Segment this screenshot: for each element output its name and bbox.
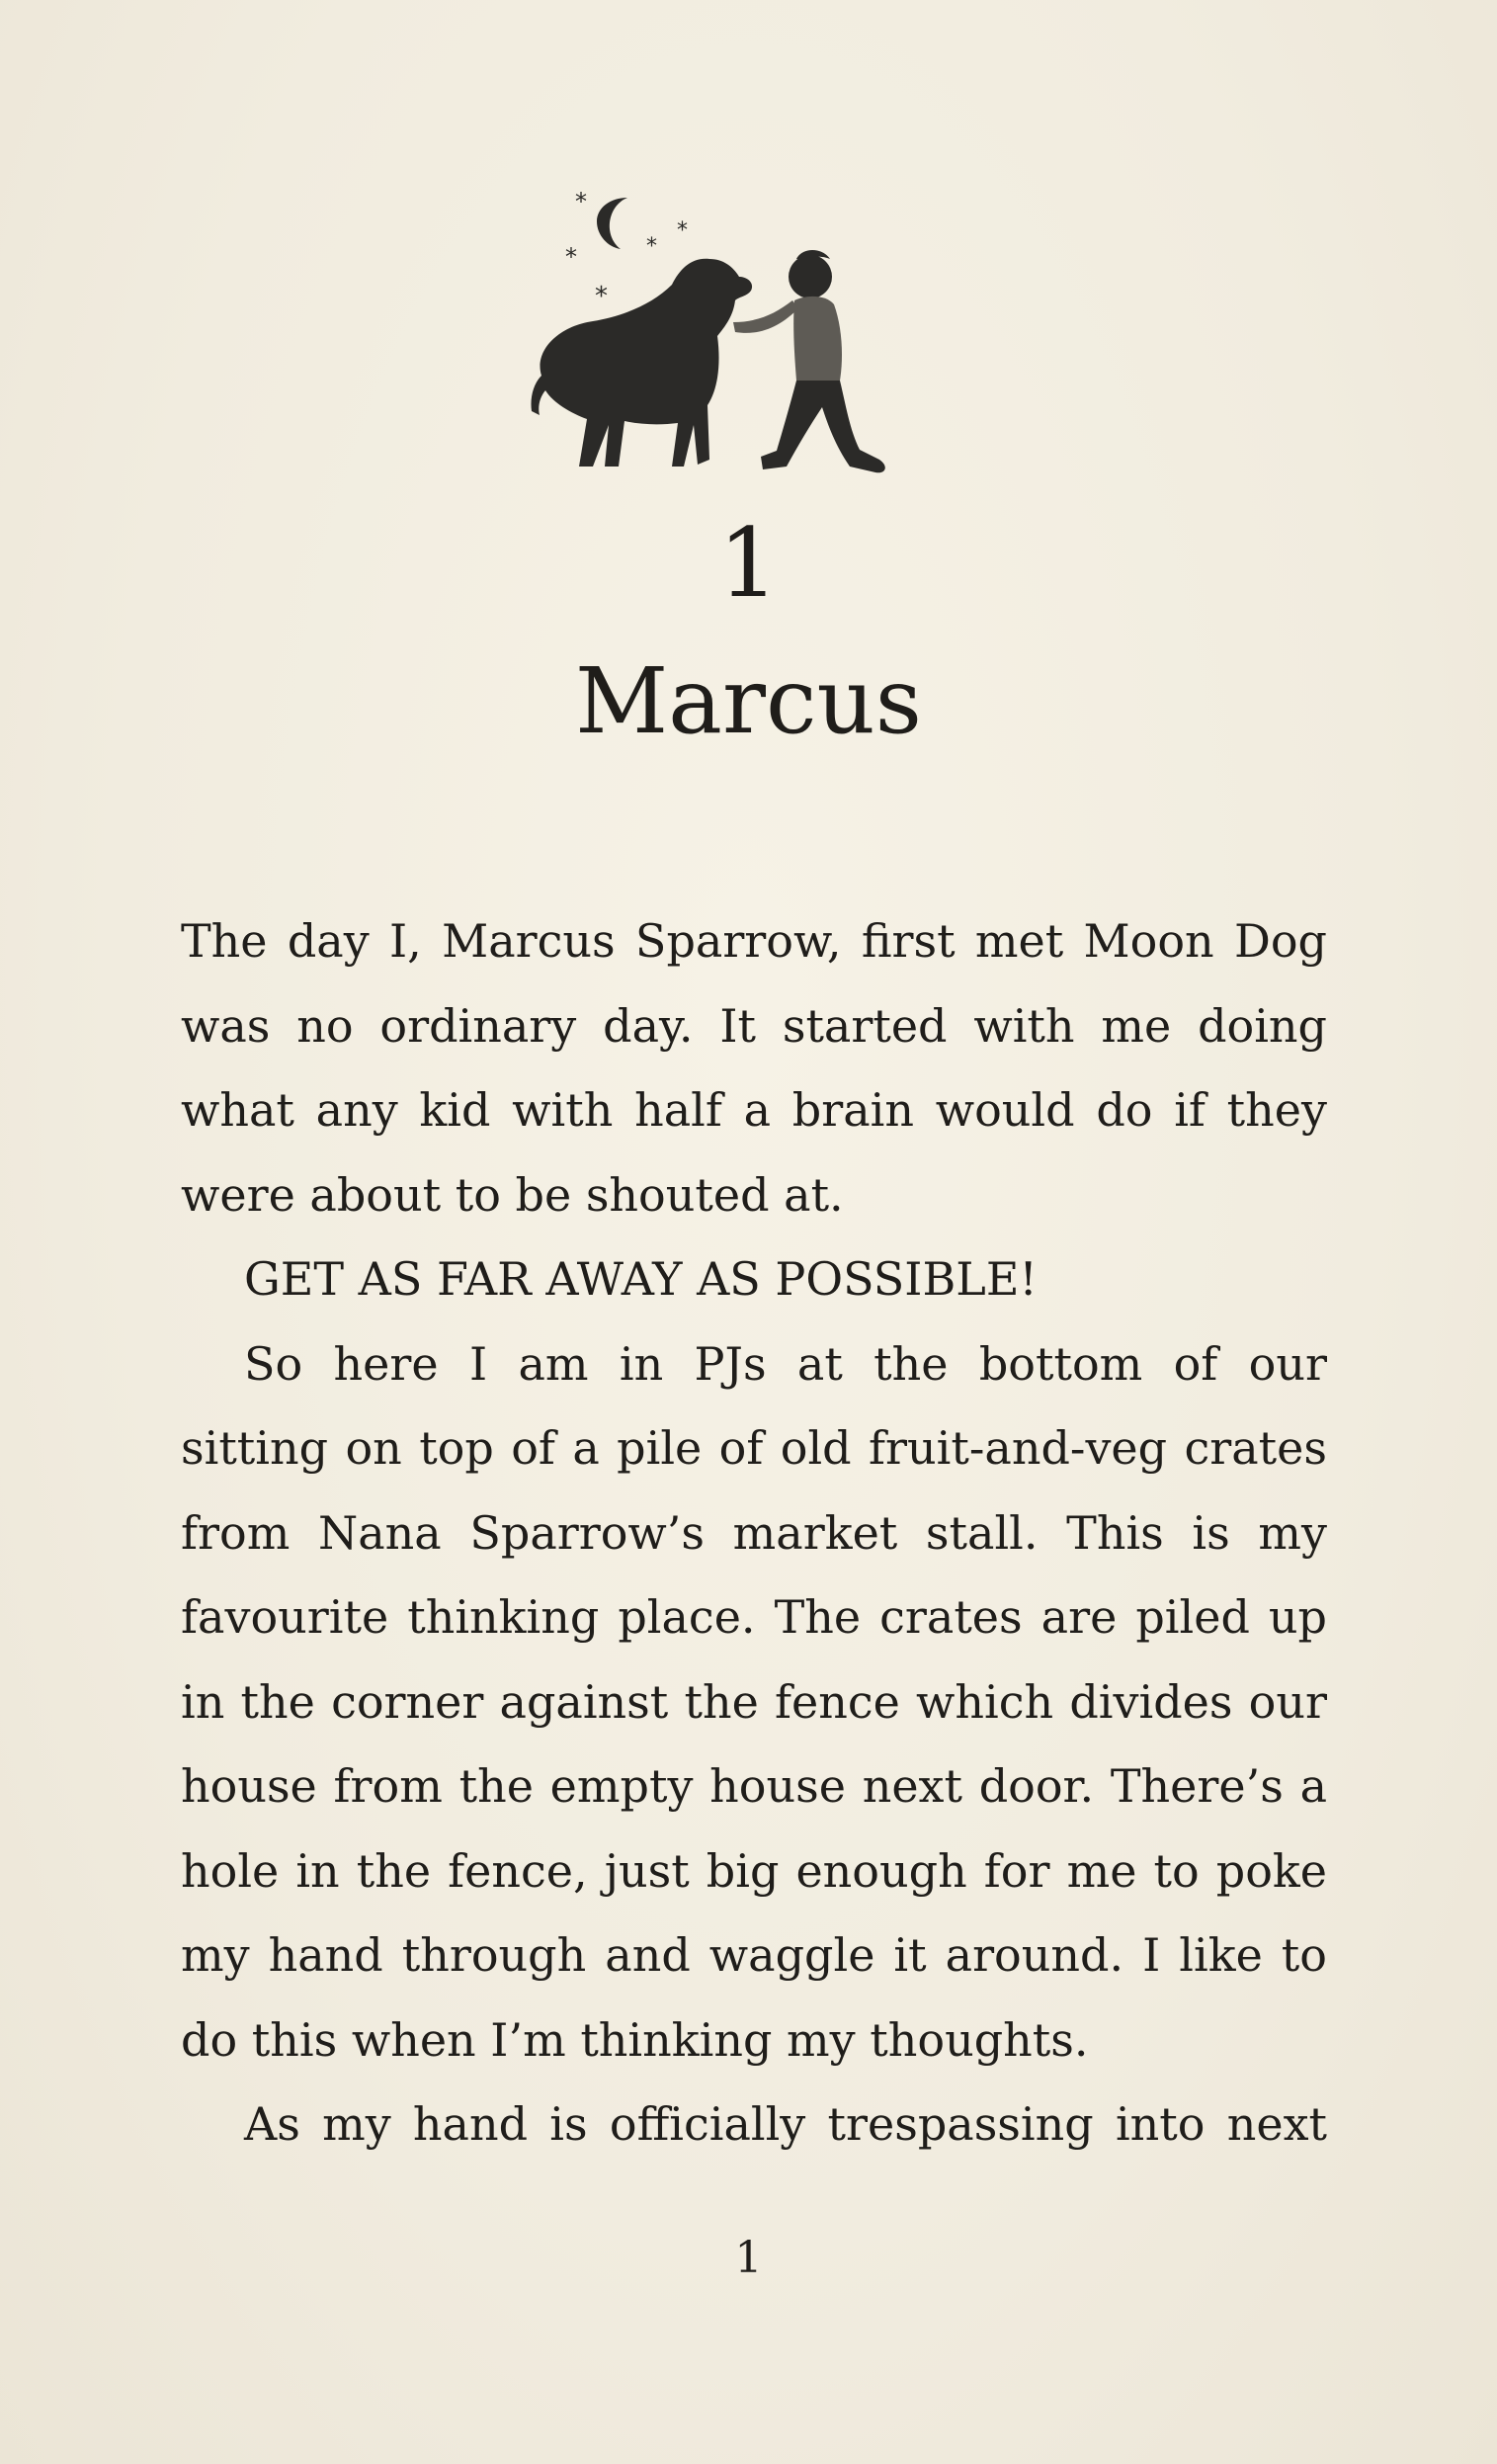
text-line: house from the empty house next door. There’s a	[181, 1759, 1327, 1813]
boy-silhouette	[733, 250, 885, 472]
dog-silhouette	[531, 259, 752, 467]
page-number: 1	[734, 2233, 763, 2283]
text-line: sitting on top of a pile of old fruit-and-veg crates	[181, 1421, 1327, 1475]
text-line: my hand through and waggle it around. I like to	[181, 1928, 1327, 1982]
text-line: So here I am in PJs at the bottom of our	[244, 1336, 1327, 1391]
text-line: hole in the fence, just big enough for me to poke	[181, 1843, 1327, 1898]
chapter-title: Marcus	[574, 648, 923, 754]
text-line: do this when I’m thinking my thoughts.	[181, 2012, 1089, 2067]
chapter-body-text	[181, 899, 1327, 2167]
text-line: As my hand is officially trespassing into next	[244, 2097, 1327, 2151]
text-line: The day I, Marcus Sparrow, first met Moon Dog	[181, 914, 1327, 968]
svg-text:*: *	[646, 234, 657, 259]
text-line: were about to be shouted at.	[181, 1167, 844, 1222]
text-line: from Nana Sparrow’s market stall. This is my	[181, 1505, 1327, 1560]
moon-dog-and-boy-illustration	[514, 178, 968, 514]
svg-text:*: *	[575, 188, 587, 215]
crescent-moon-icon	[597, 198, 627, 249]
svg-text:*: *	[595, 282, 608, 311]
svg-text:*: *	[565, 243, 577, 271]
text-line: GET AS FAR AWAY AS POSSIBLE!	[244, 1252, 1038, 1306]
svg-text:*: *	[677, 218, 688, 243]
text-line: favourite thinking place. The crates are piled up	[181, 1590, 1327, 1644]
text-line: in the corner against the fence which divides our	[181, 1674, 1327, 1729]
text-line: what any kid with half a brain would do if they	[181, 1083, 1327, 1137]
chapter-number: 1	[717, 508, 780, 619]
text-line: was no ordinary day. It started with me doing	[181, 998, 1327, 1053]
